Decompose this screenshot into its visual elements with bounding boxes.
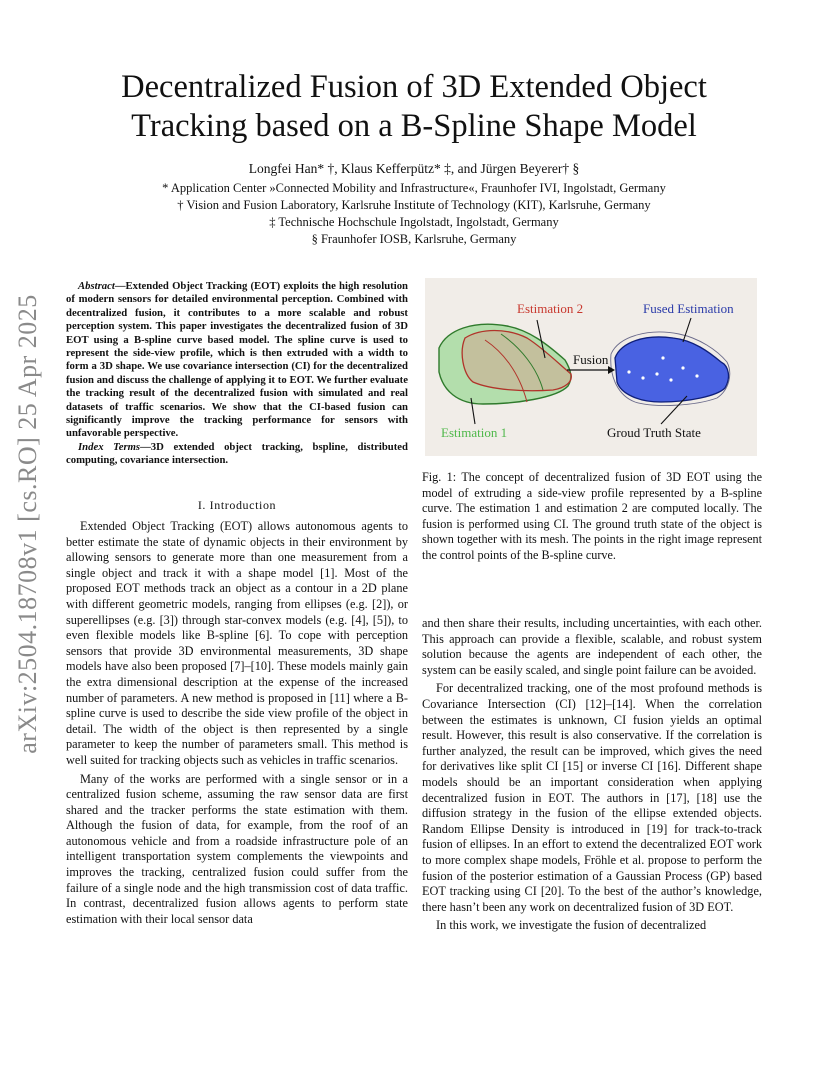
figure-caption: Fig. 1: The concept of decentralized fusion of 3D EOT using the model of extruding a side-view profile represented by a B-spline curve. The estimation 1 and estimation 2 are computed locally. The fusion is performed using CI. The ground truth state of the object is shown together with its mesh. The points in the right image represent the control points of the B-spline curve. [422, 470, 762, 562]
affiliation-3: ‡ Technische Hochschule Ingolstadt, Ingolstadt, Germany [269, 215, 559, 229]
label-fusion: Fusion [573, 352, 609, 367]
arxiv-identifier [8, 284, 48, 764]
control-point [695, 374, 698, 377]
affiliations [60, 180, 768, 248]
label-estimation-2: Estimation 2 [517, 301, 584, 316]
control-point [681, 366, 684, 369]
label-fused-estimation: Fused Estimation [643, 301, 734, 316]
body-paragraph: Extended Object Tracking (EOT) allows autonomous agents to better estimate the state of dynamic objects in their environment by allowing sensors to generate more than one measurement from a single object and track it with a shape model [1]. Most of the proposed EOT methods track an object as a contour in a 2D plane with different geometric models, ranging from ellipses (e.g. [2]), or superellipses (e.g. [3]) through star-convex models (e.g. [4], [5]), to even flexible models like B-spline [6]. To cope with perception sensors that provide 3D environmental measurements, 3D shape models have also been proposed [7]–[10]. These models mainly gain the extra dimensional description at the expense of the increased number of parameters. A new method is proposed in [11] where a B-spline curve is used to describe the side view profile of the object in detail. The width of the object is then represented by a single parameter to keep the number of parameters small. This method is well suited for tracking objects such as vehicles in traffic scenarios. [66, 519, 408, 767]
paper-title [60, 68, 768, 146]
index-terms-label: Index Terms [78, 440, 141, 453]
body-paragraph: For decentralized tracking, one of the most profound methods is Covariance Intersection (CI) [12]–[14]. When the correlation between the estimates is unknown, CI fusion yields an optimal result. However, this result is also conservative. If the correlation is further analyzed, the result can be improved, which gives the need for derivatives like split CI [15] or inverse CI [16]. Different shape models should be an important consideration when applying decentralized fusion in EOT. The authors in [17], [18] use the diffusion strategy in the fusion of the ellipse extended objects. Random Ellipse Density is introduced in [19] for track-to-track fusion of ellipses. In an effort to extend the decentralized EOT work to more complex shape models, Fröhle et al. propose to perform the fusion of the posterior estimation of a Gaussian Process (GP) based EOT tracking using CI [20]. To the best of the author’s knowledge, there hasn’t been any work on decentralized fusion of 3D EOT. [422, 681, 762, 914]
estimation-2-shape [462, 331, 571, 391]
figure-1 [425, 278, 757, 456]
control-point [655, 372, 658, 375]
control-point [661, 356, 664, 359]
author-list: Longfei Han* †, Klaus Kefferpütz* ‡, and Jürgen Beyerer† § [248, 161, 580, 176]
body-paragraph: Many of the works are performed with a single sensor or in a centralized fusion scheme, assuming the raw sensor data are first shared and the tracker performs the state estimation with them. Although the fusion of data, for example, from the roof of an autonomous vehicle and from a roadside infrastructure pole of an intelligent transportation system complements the viewpoints and improves the tracking, centralized fusion could suffer from the failure of a single node and the high transmission cost of data traffic. In contrast, decentralized fusion allows agents to perform state estimation with their local sensor data [66, 771, 408, 926]
index-terms-text: —3D extended object tracking, bspline, distributed computing, covariance intersection. [66, 440, 408, 467]
fused-pointer [683, 318, 691, 342]
body-paragraph: In this work, we investigate the fusion of decentralized [436, 918, 707, 933]
section-heading: I. Introduction [197, 498, 277, 512]
abstract-label: Abstract [78, 280, 115, 292]
fused-estimation-shape [615, 337, 728, 402]
title-line-2: Tracking based on a B-Spline Shape Model [131, 108, 697, 144]
abstract-paragraph [66, 280, 408, 441]
label-estimation-1: Estimation 1 [441, 425, 508, 440]
control-point [669, 378, 672, 381]
arxiv-id-text: arXiv:2504.18708v1 [cs.RO] 25 Apr 2025 [13, 294, 42, 754]
figure-illustration [425, 278, 757, 456]
affiliation-2: † Vision and Fusion Laboratory, Karlsruhe Institute of Technology (KIT), Karlsruhe, Germany [177, 198, 651, 212]
affiliation-1: * Application Center »Connected Mobility and Infrastructure«, Fraunhofer IVI, Ingolstadt, Germany [162, 181, 666, 195]
right-column-body [422, 616, 762, 937]
control-point [641, 376, 644, 379]
affiliation-4: § Fraunhofer IOSB, Karlsruhe, Germany [311, 232, 517, 246]
label-ground-truth: Groud Truth State [607, 425, 701, 440]
left-column-body [66, 519, 408, 930]
abstract-text: —Extended Object Tracking (EOT) exploits the high resolution of modern sensors for detailed environmental perception. Combined with decentralized fusion, it contributes to a more scalable and robust perception system. This paper investigates the decentralized fusion of 3D EOT using a B-spline curve based model. The spline curve is used to represent the side-view profile, which is then extruded with a width to form a 3D shape. We use covariance intersection (CI) for the decentralized fusion and discuss the challenge of applying it to EOT. We further evaluate the tracking result of the decentralized fusion with simulated and real datasets of traffic scenarios. We show that the CI-based fusion can significantly improve the tracking performance for sensors with unfavorable perspective. [66, 280, 408, 440]
title-line-1: Decentralized Fusion of 3D Extended Object [121, 69, 707, 105]
index-terms [66, 441, 408, 468]
body-paragraph: and then share their results, including uncertainties, with each other. This approach can provide a flexible, scalable, and robust system solution because the agents are independent of each other, the system can be easily scaled, and single point failure can be avoided. [422, 616, 762, 677]
control-point [627, 370, 630, 373]
abstract [66, 280, 408, 468]
